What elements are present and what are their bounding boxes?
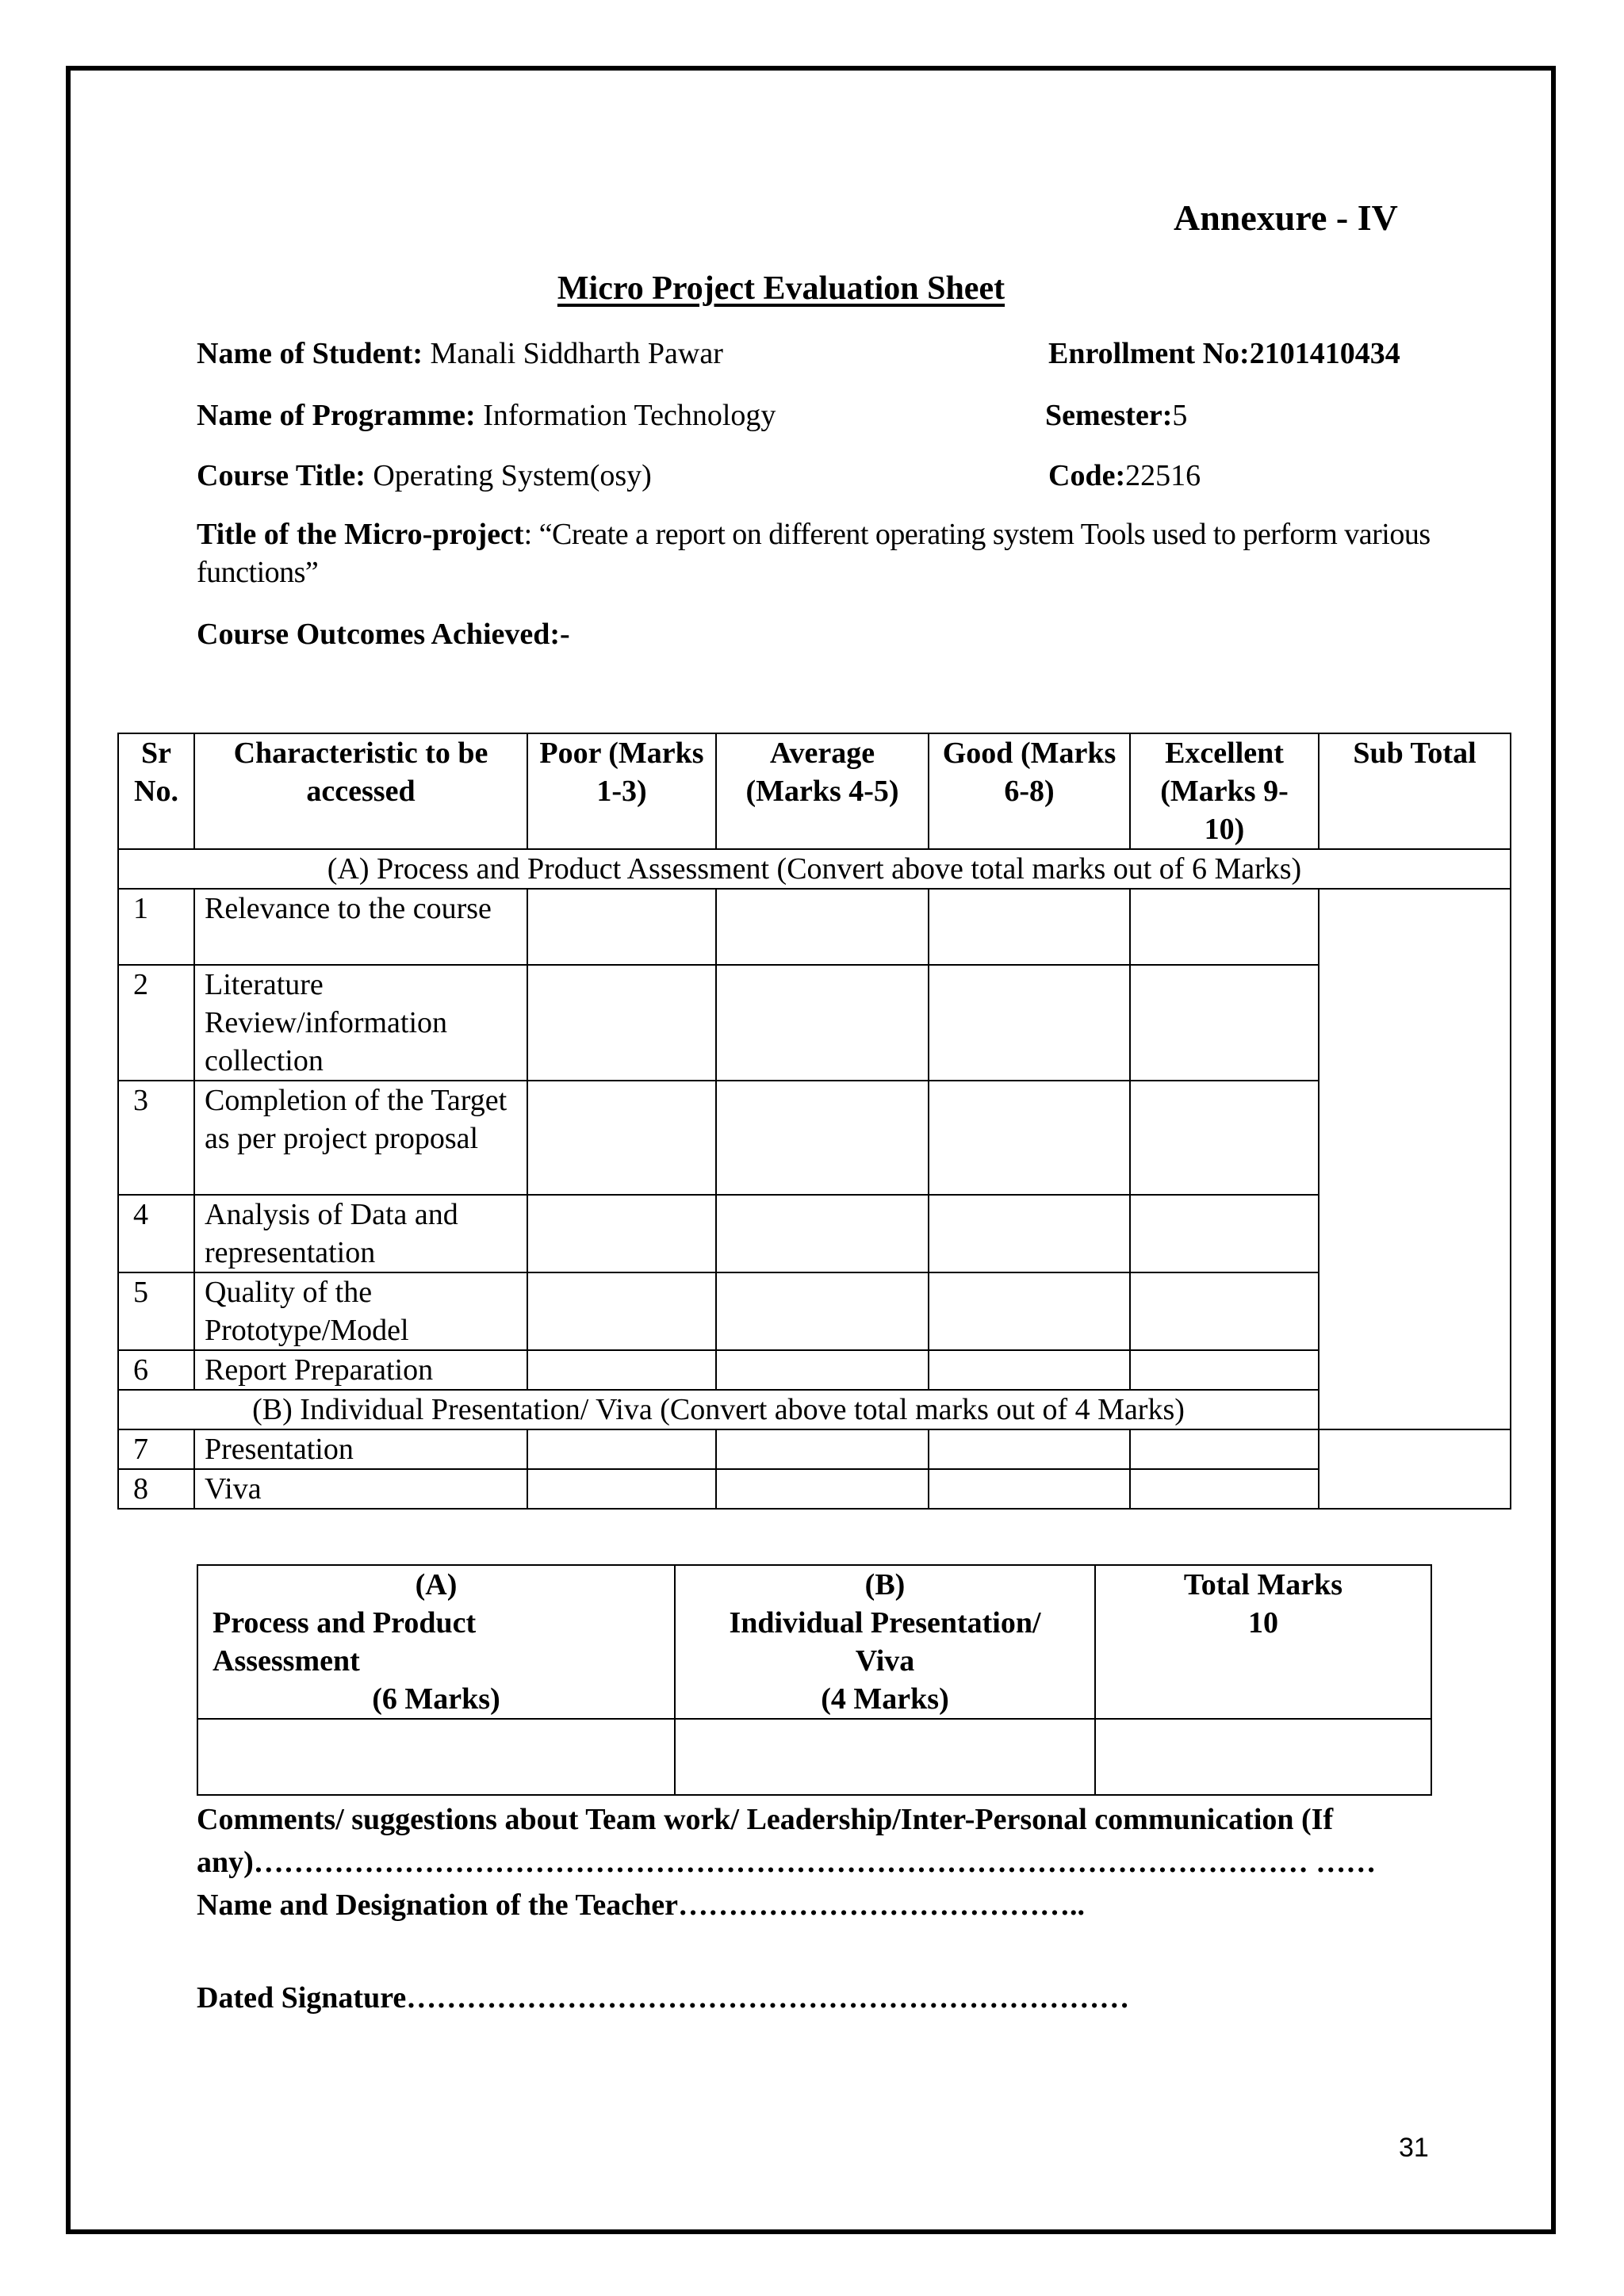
code-value: 22516	[1125, 459, 1201, 492]
row-characteristic: Relevance to the course	[194, 889, 527, 965]
student-name-label: Name of Student:	[197, 337, 423, 370]
good-cell[interactable]	[929, 1272, 1130, 1350]
excellent-cell[interactable]	[1130, 1195, 1319, 1272]
table-row	[118, 1469, 1511, 1509]
poor-cell[interactable]	[527, 1081, 716, 1195]
poor-cell[interactable]	[527, 1272, 716, 1350]
summary-header-row	[197, 1565, 1431, 1719]
row-sr: 2	[118, 965, 194, 1081]
table-row	[118, 1081, 1511, 1195]
excellent-cell[interactable]	[1130, 1469, 1319, 1509]
average-cell[interactable]	[716, 889, 929, 965]
section-b-heading: (B) Individual Presentation/ Viva (Convert above total marks out of 4 Marks)	[118, 1390, 1319, 1429]
col-excellent: Excellent (Marks 9-10)	[1130, 733, 1319, 849]
enrollment-value: 2101410434	[1249, 337, 1400, 370]
semester-label: Semester:	[1045, 399, 1173, 432]
excellent-cell[interactable]	[1130, 1081, 1319, 1195]
table-row	[118, 965, 1511, 1081]
row-characteristic: Report Preparation	[194, 1350, 527, 1390]
student-name	[197, 336, 723, 371]
row-sr: 4	[118, 1195, 194, 1272]
row-characteristic: Presentation	[194, 1429, 527, 1469]
poor-cell[interactable]	[527, 965, 716, 1081]
col-poor: Poor (Marks 1-3)	[527, 733, 716, 849]
summary-total-header	[1095, 1565, 1431, 1719]
table-row	[118, 1272, 1511, 1350]
course-outcomes-label: Course Outcomes Achieved:-	[197, 618, 570, 651]
section-b-row	[118, 1390, 1511, 1429]
good-cell[interactable]	[929, 965, 1130, 1081]
excellent-cell[interactable]	[1130, 1350, 1319, 1390]
good-cell[interactable]	[929, 889, 1130, 965]
summary-value-row	[197, 1719, 1431, 1795]
header-row	[118, 733, 1511, 849]
poor-cell[interactable]	[527, 1469, 716, 1509]
summary-table	[197, 1564, 1432, 1796]
micro-project-title	[197, 515, 1434, 591]
row-characteristic: Completion of the Target as per project proposal	[194, 1081, 527, 1195]
average-cell[interactable]	[716, 965, 929, 1081]
summary-b-header	[675, 1565, 1095, 1719]
row-sr: 1	[118, 889, 194, 965]
average-cell[interactable]	[716, 1429, 929, 1469]
micro-title-value: : “Create a report on different operating system Tools used to perform various functions”	[197, 518, 1431, 589]
code-label: Code:	[1048, 459, 1126, 492]
course-title-value: Operating System(osy)	[365, 459, 652, 492]
average-cell[interactable]	[716, 1195, 929, 1272]
poor-cell[interactable]	[527, 889, 716, 965]
good-cell[interactable]	[929, 1081, 1130, 1195]
micro-title-label: Title of the Micro-project	[197, 518, 524, 551]
col-subtotal: Sub Total	[1319, 733, 1511, 849]
programme-value: Information Technology	[475, 399, 776, 432]
good-cell[interactable]	[929, 1350, 1130, 1390]
good-cell[interactable]	[929, 1429, 1130, 1469]
poor-cell[interactable]	[527, 1350, 716, 1390]
row-sr: 7	[118, 1429, 194, 1469]
good-cell[interactable]	[929, 1469, 1130, 1509]
subtotal-b-cell[interactable]	[1319, 1429, 1511, 1509]
evaluation-table	[117, 733, 1511, 1510]
table-row	[118, 1195, 1511, 1272]
programme-label: Name of Programme:	[197, 399, 476, 432]
page-number: 31	[1399, 2133, 1429, 2163]
excellent-cell[interactable]	[1130, 1429, 1319, 1469]
table-row	[118, 889, 1511, 965]
table-row	[118, 1350, 1511, 1390]
summary-a-header	[197, 1565, 675, 1719]
excellent-cell[interactable]	[1130, 965, 1319, 1081]
summary-b-title: Individual Presentation/ Viva	[729, 1606, 1041, 1678]
student-name-value: Manali Siddharth Pawar	[422, 337, 723, 370]
row-characteristic: Literature Review/information collection	[194, 965, 527, 1081]
section-a-heading: (A) Process and Product Assessment (Convert above total marks out of 6 Marks)	[118, 849, 1511, 889]
average-cell[interactable]	[716, 1350, 929, 1390]
average-cell[interactable]	[716, 1469, 929, 1509]
subtotal-a-cell[interactable]	[1319, 889, 1511, 1429]
summary-a-title: Process and Product Assessment	[213, 1606, 477, 1678]
semester-value: 5	[1172, 399, 1188, 432]
poor-cell[interactable]	[527, 1429, 716, 1469]
average-cell[interactable]	[716, 1272, 929, 1350]
course-title	[197, 458, 652, 493]
semester	[1045, 398, 1187, 433]
enrollment-label: Enrollment No:	[1048, 337, 1250, 370]
poor-cell[interactable]	[527, 1195, 716, 1272]
summary-a-marks: (6 Marks)	[372, 1682, 500, 1716]
summary-b-value-cell[interactable]	[675, 1719, 1095, 1795]
summary-a-label: (A)	[415, 1568, 458, 1601]
comments-section: Comments/ suggestions about Team work/ Leadership/Inter-Personal communication (If any)…………………………………………………………………………………………… …… Name and Designation of the Teacher…………………………………..	[197, 1803, 1377, 1922]
row-sr: 6	[118, 1350, 194, 1390]
summary-total-value: 10	[1248, 1606, 1278, 1640]
row-characteristic: Quality of the Prototype/Model	[194, 1272, 527, 1350]
average-cell[interactable]	[716, 1081, 929, 1195]
dated-signature: Dated Signature………………………………………………………………	[197, 1981, 1130, 2015]
sheet-title: Micro Project Evaluation Sheet	[557, 270, 1005, 307]
summary-a-value-cell[interactable]	[197, 1719, 675, 1795]
summary-b-marks: (4 Marks)	[821, 1682, 949, 1716]
programme	[197, 398, 776, 433]
course-title-label: Course Title:	[197, 459, 366, 492]
excellent-cell[interactable]	[1130, 889, 1319, 965]
good-cell[interactable]	[929, 1195, 1130, 1272]
row-characteristic: Analysis of Data and representation	[194, 1195, 527, 1272]
annexure-label: Annexure - IV	[1174, 197, 1398, 238]
course-code	[1048, 458, 1201, 493]
row-sr: 5	[118, 1272, 194, 1350]
enrollment	[1048, 336, 1400, 371]
table-row	[118, 1429, 1511, 1469]
row-characteristic: Viva	[194, 1469, 527, 1509]
col-average: Average (Marks 4-5)	[716, 733, 929, 849]
row-sr: 8	[118, 1469, 194, 1509]
section-a-row	[118, 849, 1511, 889]
col-good: Good (Marks 6-8)	[929, 733, 1130, 849]
excellent-cell[interactable]	[1130, 1272, 1319, 1350]
col-characteristic: Characteristic to be accessed	[194, 733, 527, 849]
row-sr: 3	[118, 1081, 194, 1195]
summary-total-value-cell[interactable]	[1095, 1719, 1431, 1795]
summary-b-label: (B)	[864, 1568, 906, 1601]
col-sr: Sr No.	[118, 733, 194, 849]
summary-total-label: Total Marks	[1183, 1568, 1343, 1601]
